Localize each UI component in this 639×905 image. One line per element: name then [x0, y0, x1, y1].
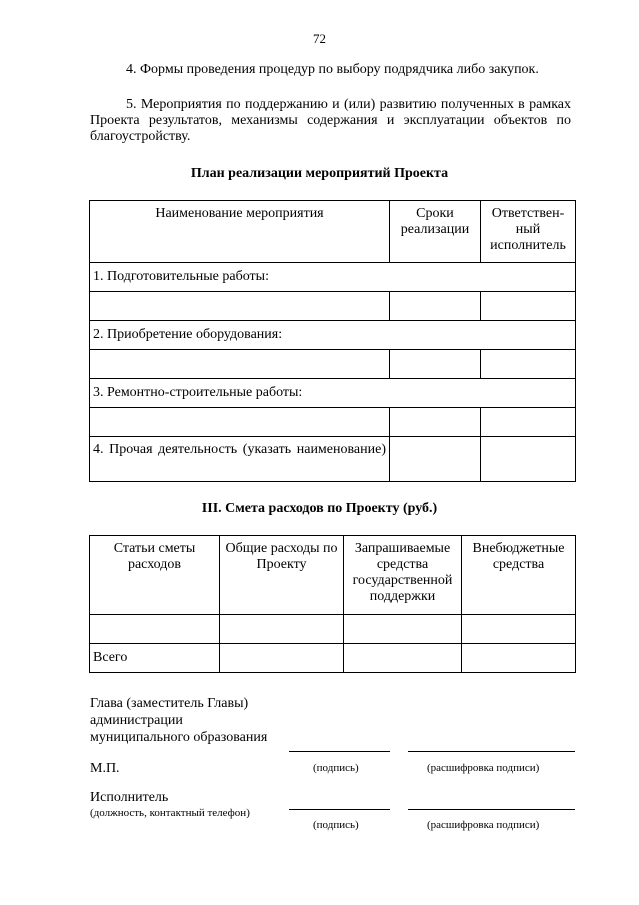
plan-section-4: 4. Прочая деятельность (указать наименование)	[90, 437, 390, 482]
page-number: 72	[313, 31, 326, 46]
executor-label: Исполнитель	[90, 790, 169, 805]
paragraph-4-text: 4. Формы проведения процедур по выбору подрядчика либо закупок.	[126, 62, 539, 77]
plan-empty-row	[90, 408, 576, 437]
budget-header-items: Статьи сметы расходов	[90, 536, 220, 615]
budget-table	[89, 535, 576, 673]
plan-header-name: Наименование мероприятия	[90, 201, 390, 263]
budget-header-row	[90, 536, 576, 615]
signature-line-executor	[289, 809, 390, 810]
paragraph-5	[90, 97, 571, 145]
signature-caption-1: (подпись)	[313, 762, 359, 774]
plan-section-row	[90, 321, 576, 350]
budget-title: III. Смета расходов по Проекту (руб.)	[201, 501, 438, 516]
plan-header-dates: Сроки реализации	[390, 201, 481, 263]
plan-section-2: 2. Приобретение оборудования:	[90, 321, 576, 350]
decode-caption-2: (расшифровка подписи)	[427, 819, 540, 831]
plan-section-1: 1. Подготовительные работы:	[90, 263, 576, 292]
plan-title: План реализации мероприятий Проекта	[190, 166, 449, 181]
paragraph-4	[90, 62, 571, 78]
plan-section-row	[90, 263, 576, 292]
signature-head-title-1: Глава (заместитель Главы)	[90, 696, 249, 711]
budget-header-total: Общие расходы по Проекту	[220, 536, 344, 615]
budget-empty-row	[90, 615, 576, 644]
plan-table	[89, 200, 576, 482]
plan-empty-row	[90, 350, 576, 379]
budget-total-row	[90, 644, 576, 673]
plan-section-row	[90, 379, 576, 408]
budget-header-extrabudgetary: Внебюджетные средства	[462, 536, 576, 615]
plan-section-row	[90, 437, 576, 482]
plan-header-row	[90, 201, 576, 263]
decode-line-executor	[408, 809, 575, 810]
signature-head-title-3: муниципального образования	[90, 730, 268, 745]
budget-header-state-support: Запрашиваемые средства государственной поддержки	[344, 536, 462, 615]
paragraph-5-text: 5. Мероприятия по поддержанию и (или) развитию полученных в рамках Проекта результатов, механизмы содержания и эксплуатации объектов по благоустройству.	[90, 97, 571, 144]
plan-empty-row	[90, 292, 576, 321]
decode-line-head	[408, 751, 575, 752]
stamp-label: М.П.	[90, 761, 120, 776]
plan-header-responsible: Ответствен-ный исполнитель	[481, 201, 576, 263]
signature-caption-2: (подпись)	[313, 819, 359, 831]
signature-head-title-2: администрации	[90, 713, 183, 728]
decode-caption-1: (расшифровка подписи)	[427, 762, 540, 774]
plan-section-3: 3. Ремонтно-строительные работы:	[90, 379, 576, 408]
executor-note: (должность, контактный телефон)	[90, 807, 250, 819]
signature-line-head	[289, 751, 390, 752]
budget-total-label: Всего	[90, 644, 220, 673]
